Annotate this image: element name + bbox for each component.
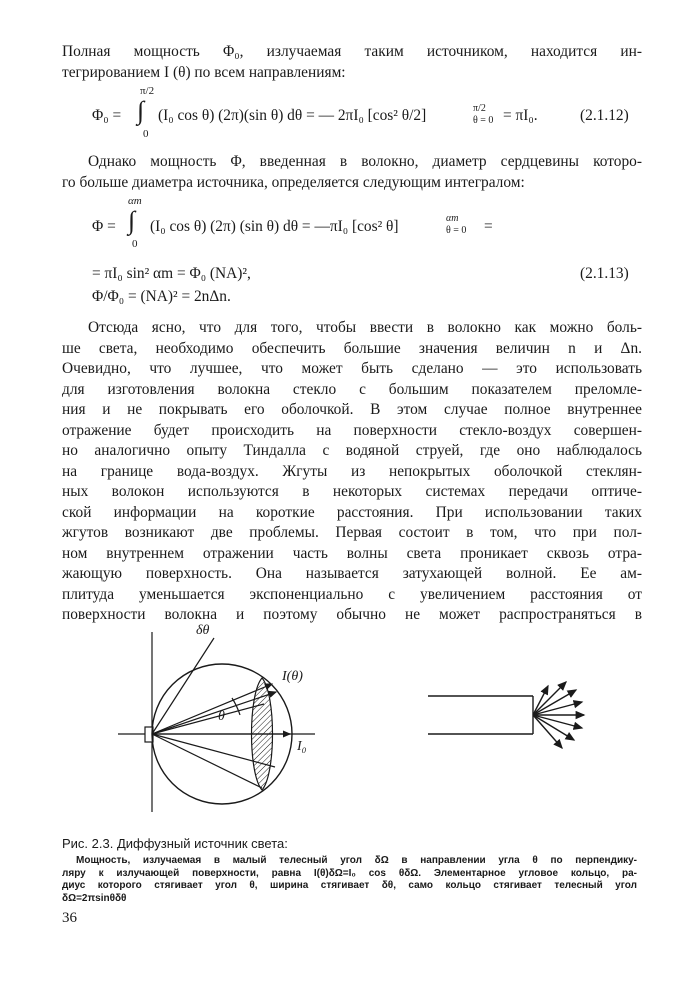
bracket-upper-limit: π/2 — [473, 103, 486, 114]
text-line: но аналогично опыту Тиндалла с водяной струей, где оно наблюдалось — [62, 442, 642, 459]
text-line: жгутов возникают две проблемы. Первая состоит в том, что при пол- — [62, 524, 642, 541]
text-line: для изготовления волокна стекло с большим показателем преломле- — [62, 380, 642, 398]
label-theta: θ — [218, 709, 225, 724]
fiber-end-diagram — [428, 682, 584, 748]
text-line: ше света, необходимо обеспечить большие значения величин n и Δn. — [62, 339, 642, 357]
equation-continuation: = — [484, 218, 493, 235]
paragraph-2 — [62, 152, 642, 193]
text-line: на границе вода-воздух. Жгуты из непокрытых оболочкой стеклян- — [62, 462, 642, 480]
integral-sign: ∫ — [128, 206, 136, 235]
text-line: жающую поверхность. Она называется затухающей волной. Ее ам- — [62, 565, 642, 582]
equation-rhs: = πI₀. — [503, 107, 538, 124]
integral-lower-limit: 0 — [143, 128, 149, 140]
exit-ray — [533, 715, 582, 728]
bracket-lower-limit: θ = 0 — [473, 115, 494, 126]
label-i0: I₀ — [297, 739, 307, 754]
caption-line: δΩ=2πsinθδθ — [62, 892, 127, 904]
label-dtheta: δθ — [196, 623, 210, 638]
equation-number: (2.1.12) — [580, 107, 629, 124]
paragraph-3 — [62, 318, 642, 626]
integral-upper-limit: αm — [128, 195, 142, 207]
exit-ray — [533, 715, 574, 740]
text-line: тегрированием I (θ) по всем направлениям: — [62, 63, 346, 81]
equation-line-2: = πI₀ sin² αm = Φ₀ (NA)², — [92, 265, 251, 282]
caption-line: ляру к излучающей поверхности, равна I(θ)δΩ=I₀ cos θδΩ. Элементарное угловое кольцо, ра- — [62, 867, 637, 879]
text-line: поверхности волокна и поэтому обычно не может распространяться в — [62, 606, 642, 623]
text-line: го больше диаметра источника, определяется следующим интегралом: — [62, 173, 525, 191]
paragraph-1 — [62, 42, 642, 83]
bracket-lower-limit: θ = 0 — [446, 225, 467, 236]
figure-caption-body — [62, 855, 637, 905]
caption-line: диус которого стягивает угол θ, ширина стягивает δθ, само кольцо стягивает телесный угол — [62, 880, 637, 891]
integral-lower-limit: 0 — [132, 238, 138, 250]
figure-caption-title: Рис. 2.3. Диффузный источник света: — [62, 836, 288, 851]
caption-line: Мощность, излучаемая в малый телесный угол δΩ в направлении угла θ по перпендику- — [76, 855, 637, 866]
text-line: Очевидно, что лучшее, что может быть сделано — это использовать — [62, 360, 642, 377]
text-line: ской информации на короткие расстояния. При использовании таких — [62, 503, 642, 521]
figure-2-3 — [0, 612, 693, 832]
equation-lhs: Φ₀ = — [92, 107, 122, 124]
diffuse-source-diagram — [118, 632, 315, 812]
equation-integrand: (I₀ cos θ) (2π) (sin θ) dθ = —πI₀ [cos² θ] — [150, 218, 399, 235]
integral-sign: ∫ — [137, 96, 145, 125]
equation-lhs: Φ = — [92, 218, 116, 235]
text-line: отражение будет происходить на поверхности стекло-воздух совершен- — [62, 421, 642, 439]
text-line: плитуда уменьшается экспоненциально с увеличением расстояния от — [62, 585, 642, 603]
exit-ray — [533, 715, 562, 748]
text-line: Отсюда ясно, что для того, чтобы ввести в волокно как можно боль- — [88, 319, 642, 336]
text-line: ния и не покрывать его оболочкой. В этом случае полное внутреннее — [62, 401, 642, 418]
equation-integrand: (I₀ cos θ) (2π)(sin θ) dθ = — 2πI₀ [cos² θ/2] — [158, 107, 427, 124]
text-line: Полная мощность Φ₀, излучаемая таким источником, находится ин- — [62, 43, 642, 60]
integral-upper-limit: π/2 — [140, 85, 155, 97]
label-i-theta: I(θ) — [282, 669, 303, 684]
equation-number: (2.1.13) — [580, 265, 629, 282]
bracket-upper-limit: αm — [446, 213, 459, 224]
text-line: ном внутреннем отражении часть волны света проникает сквозь отра- — [62, 544, 642, 562]
equation-line-3: Φ/Φ₀ = (NA)² = 2nΔn. — [92, 288, 231, 305]
text-line: ных волокон используются в некоторых системах передачи оптиче- — [62, 483, 642, 500]
page-number: 36 — [62, 910, 77, 926]
text-line: Однако мощность Φ, введенная в волокно, диаметр сердцевины которо- — [88, 153, 642, 170]
